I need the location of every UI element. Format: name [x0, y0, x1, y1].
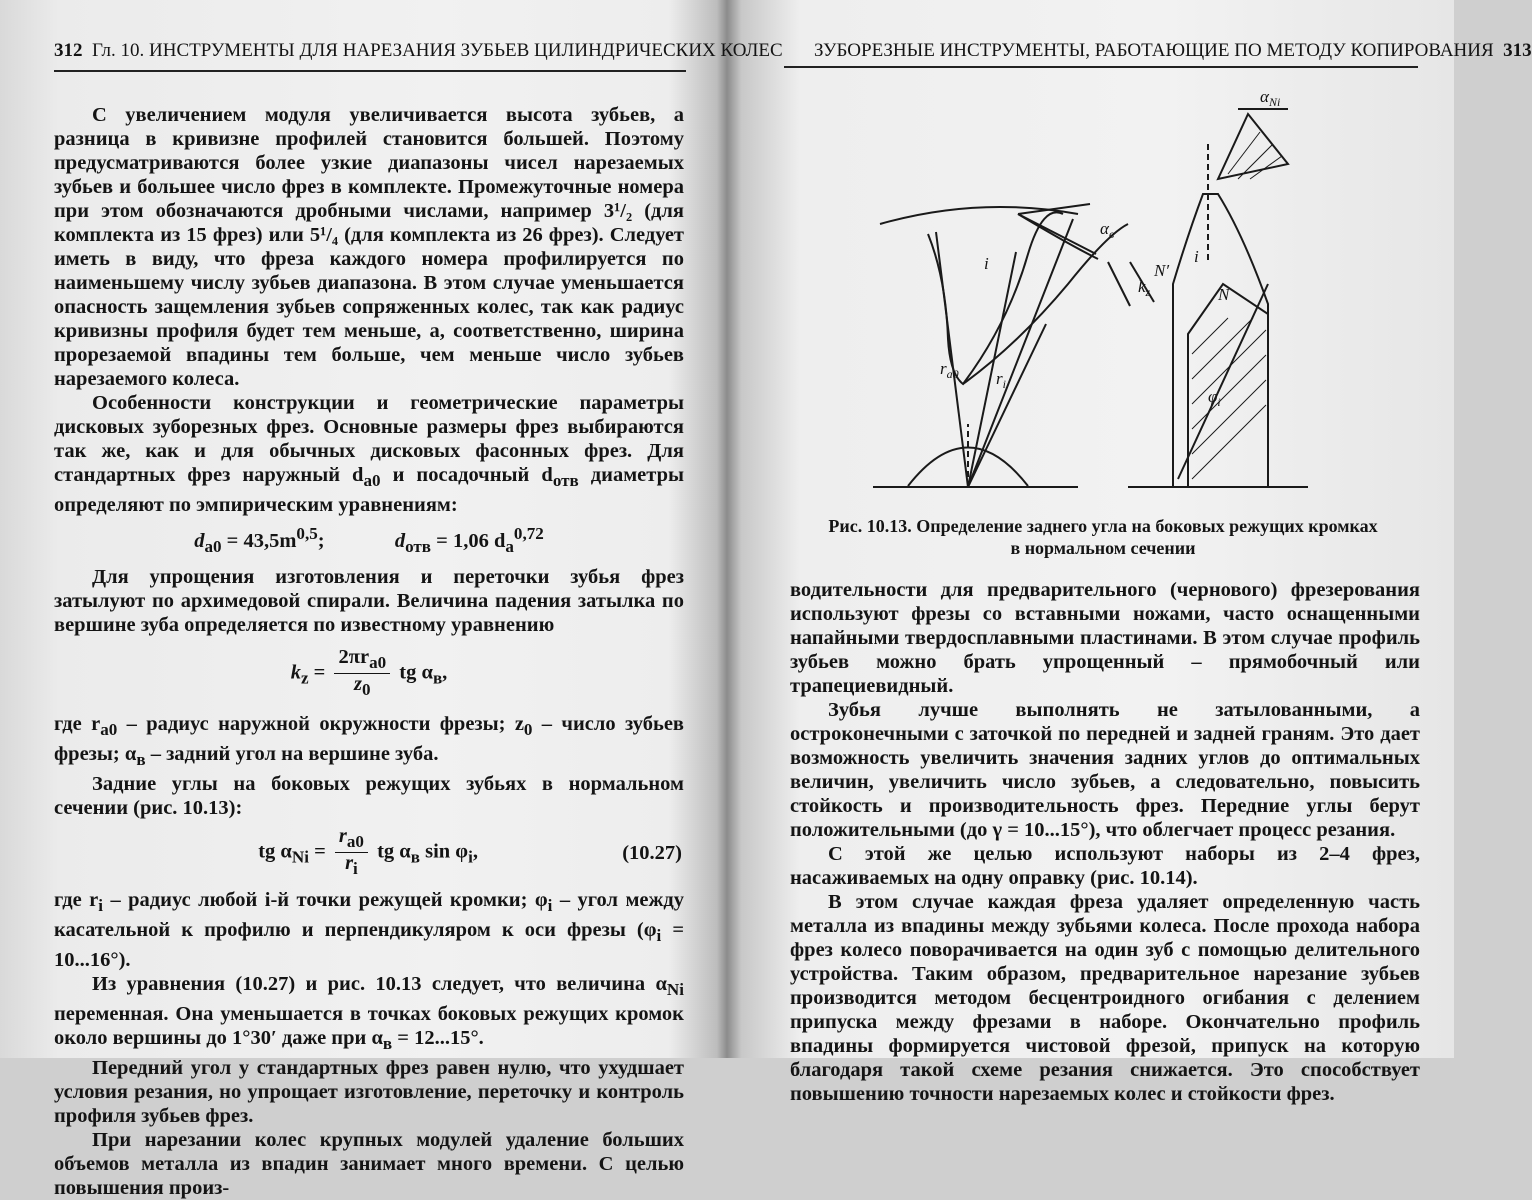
label-ri: $r_i$ — [996, 369, 1006, 391]
paragraph: С этой же целью используют наборы из 2–4 фрез, насаживаемых на одну оправку (рис. 10.14). — [790, 843, 1420, 889]
kz-line — [1108, 262, 1130, 306]
page-number-left: 312 — [54, 40, 83, 61]
running-header-left — [54, 40, 783, 62]
page-number-right: 313 — [1503, 40, 1532, 61]
label-phi: $\varphi_i$ — [1208, 387, 1221, 409]
formula-diameters: $d_{a0} = 43,5m^{0,5}$; $d_{отв} = 1,06$ $d_a^{0,72}$ — [194, 524, 544, 557]
right-body — [790, 578, 1420, 1106]
running-header-right — [814, 40, 1532, 62]
paragraph: где $r_i$ – радиус любой i-й точки режущей кромки; $\varphi_i$ – угол между касательной к профилю и перпендикуляром к оси фрезы $(\varphi_i = 10...16^\circ)$. — [54, 888, 685, 971]
label-kz: $k_z$ — [1138, 277, 1151, 299]
label-ra0: $r_{a0}$ — [940, 359, 959, 381]
label-alpha-ni: $\alpha_{Ni}$ — [1260, 87, 1281, 109]
paragraph: Передний угол у стандартных фрез равен нулю, что ухудшает условия резания, но упрощает изготовление, переточку и контроль профиля зубьев фрез. — [54, 1056, 684, 1127]
header-rule-left — [54, 70, 686, 72]
label-n-prime: N′ — [1154, 261, 1170, 280]
fraction: $\frac{2\pi r_{a0}}{z_0}$ — [334, 647, 390, 700]
figure-10-13 — [868, 84, 1388, 504]
paragraph: С увеличением модуля увеличивается высота зубьев, а разница в кривизне профилей становится большей. Поэтому предусматриваются более узкие диапазоны чисел нарезаемых зубьев и большее число фрез в комплекте. Промежуточные номера при этом обозначаются дробными числами, например 3¹/₂ (для комплекта из 15 фрез) или 5¹/₄ (для комплекта из 26 фрез). Следует иметь в виду, что фреза каждого номера профилируется по наименьшему числу зубьев диапазона. В этом случае уменьшается опасность защемления зубьев сопряженных колес, так как радиус кривизны профиля будет тем меньше, а, соответственно, ширина прорезаемой впадины тем больше, чем меньше число зубьев нарезаемого колеса. — [54, 104, 684, 390]
paragraph: Для упрощения изготовления и переточки зубья фрез затылуют по архимедовой спирали. Величина падения затылка по вершине зуба определяется по известному уравнению — [54, 566, 684, 637]
equation-number: (10.27) — [622, 841, 682, 864]
section-heading: Особенности конструкции и геометрические параметры дисковых зуборезных фрез. — [54, 392, 684, 438]
paragraph: Задние углы на боковых режущих зубьях в нормальном сечении (рис. 10.13): — [54, 773, 684, 820]
label-alpha-v: $\alpha_в$ — [1100, 219, 1115, 241]
equation-10-27: tg $\alpha_{Ni}$ = $\frac{r_{a0}}{r_i}$ tg $\alpha_в$ $\sin \varphi_i$, (10.27) — [258, 825, 682, 879]
running-head-left: Гл. 10. ИНСТРУМЕНТЫ ДЛЯ НАРЕЗАНИЯ ЗУБЬЕВ ЦИЛИНДРИЧЕСКИХ КОЛЕС — [92, 40, 783, 61]
running-head-right: ЗУБОРЕЗНЫЕ ИНСТРУМЕНТЫ, РАБОТАЮЩИЕ ПО МЕТОДУ КОПИРОВАНИЯ — [814, 40, 1494, 61]
figure-caption: Рис. 10.13. Определение заднего угла на боковых режущих кромках в нормальном сечении — [828, 516, 1378, 558]
paragraph: Особенности конструкции и геометрические параметры дисковых зуборезных фрез. Основные размеры фрез выбираются так же, как и для обычных дисковых фасонных фрез. Для стандартных фрез наружный $d_{a0}$ и посадочный $d_{отв}$ диаметры определяют по эмпирическим уравнениям: — [54, 392, 685, 517]
radius-line — [968, 252, 1016, 487]
paragraph: водительности для предварительного (чернового) фрезерования используют фрезы со вставными ножами, часто оснащенными напайными твердосплавными пластинами. В этом случае профиль зубьев можно брать упрощенный – прямобочный или трапециевидный. — [790, 579, 1420, 697]
inset-detail — [1218, 114, 1288, 179]
paragraph: где $r_{a0}$ – радиус наружной окружности фрезы; $z_0$ – число зубьев фрезы; $\alpha_в$ – задний угол на вершине зуба. — [54, 713, 684, 770]
tooth-profile — [963, 224, 1128, 384]
formula-kz: $k_z$ = $\frac{2\pi r_{a0}}{z_0}$ tg $\alpha_в$, — [290, 646, 448, 700]
right-page — [728, 0, 1532, 1105]
left-body — [54, 103, 684, 1200]
paragraph: При нарезании колес крупных модулей удаление больших объемов металла из впадин занимает много времени. С целью повышения произ- — [54, 1128, 684, 1199]
label-i: i — [1194, 247, 1199, 266]
hatched-area — [1188, 284, 1268, 487]
paragraph: Из уравнения (10.27) и рис. 10.13 следует, что величина $\alpha_{Ni}$ переменная. Она уменьшается в точках боковых режущих кромок около вершины до 1°30′ даже при $\alpha_в = 12...15^\circ$. — [54, 972, 684, 1053]
label-n: N — [1218, 285, 1230, 304]
tangent-line — [1178, 284, 1268, 479]
paragraph: Зубья лучше выполнять не затылованными, а остроконечными с заточкой по передней и задней граням. Это дает возможность увеличить значения задних углов до оптимальных величин, увеличить число зубьев, а следовательно, повысить стойкость и производительность фрез. Передние углы берут положительными (до γ = 10...15°), что облегчает процесс резания. — [790, 699, 1420, 841]
label-i: i — [984, 254, 989, 273]
fraction: $\frac{r_{a0}}{r_i}$ — [335, 826, 368, 879]
paragraph: В этом случае каждая фреза удаляет определенную часть металла из впадины между зубьями колеса. После прохода набора фрез колесо поворачивается на один зуб с помощью делительного устройства. Таким образом, предварительное нарезание зубьев производится методом бесцентроидного огибания с делением припуска между фрезами в наборе. Окончательно профиль впадины формируется чистовой фрезой, припуск на которую благодаря такой схеме резания снижается. Это способствует повышению точности нарезаемых колес и стойкости фрез. — [790, 891, 1420, 1105]
header-rule-right — [784, 66, 1418, 68]
